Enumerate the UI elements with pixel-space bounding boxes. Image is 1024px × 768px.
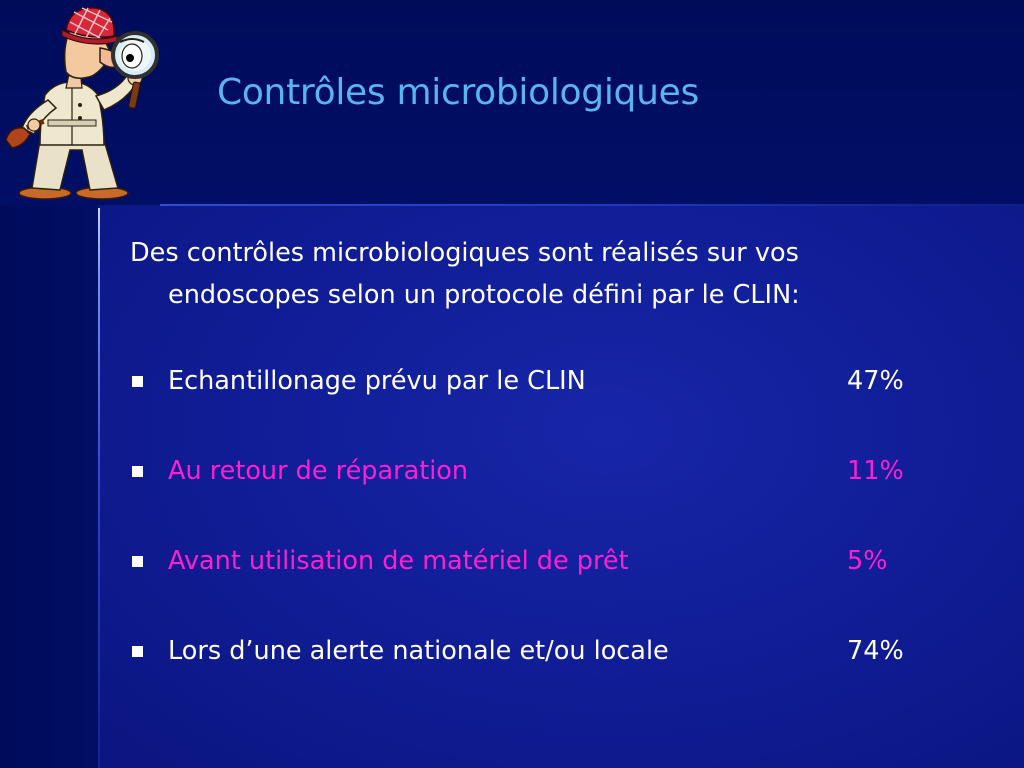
- list-item: [130, 630, 930, 720]
- list-item: [130, 540, 930, 630]
- list-item: [130, 450, 930, 540]
- slide-title: Contrôles microbiologiques: [217, 72, 699, 113]
- list-item: [130, 360, 930, 450]
- item-label: Au retour de réparation: [168, 456, 469, 486]
- item-label: Echantillonage prévu par le CLIN: [168, 366, 586, 396]
- bullet-list: [130, 360, 930, 720]
- header-divider: [160, 204, 1024, 206]
- left-band: [0, 205, 98, 768]
- bullet-square-icon: [132, 556, 143, 567]
- bullet-square-icon: [132, 376, 143, 387]
- item-label: Avant utilisation de matériel de prêt: [168, 546, 629, 576]
- item-percentage: 74%: [847, 636, 904, 666]
- item-percentage: 11%: [847, 456, 904, 486]
- bullet-square-icon: [132, 646, 143, 657]
- left-divider: [98, 208, 100, 768]
- item-percentage: 5%: [847, 546, 888, 576]
- detective-with-magnifying-glass-icon: [0, 0, 165, 205]
- bullet-square-icon: [132, 466, 143, 477]
- item-label: Lors d’une alerte nationale et/ou locale: [168, 636, 669, 666]
- intro-paragraph: [130, 232, 930, 316]
- intro-line-2: endoscopes selon un protocole défini par le CLIN:: [168, 280, 800, 310]
- intro-line-1: Des contrôles microbiologiques sont réalisés sur vos: [130, 238, 799, 268]
- item-percentage: 47%: [847, 366, 904, 396]
